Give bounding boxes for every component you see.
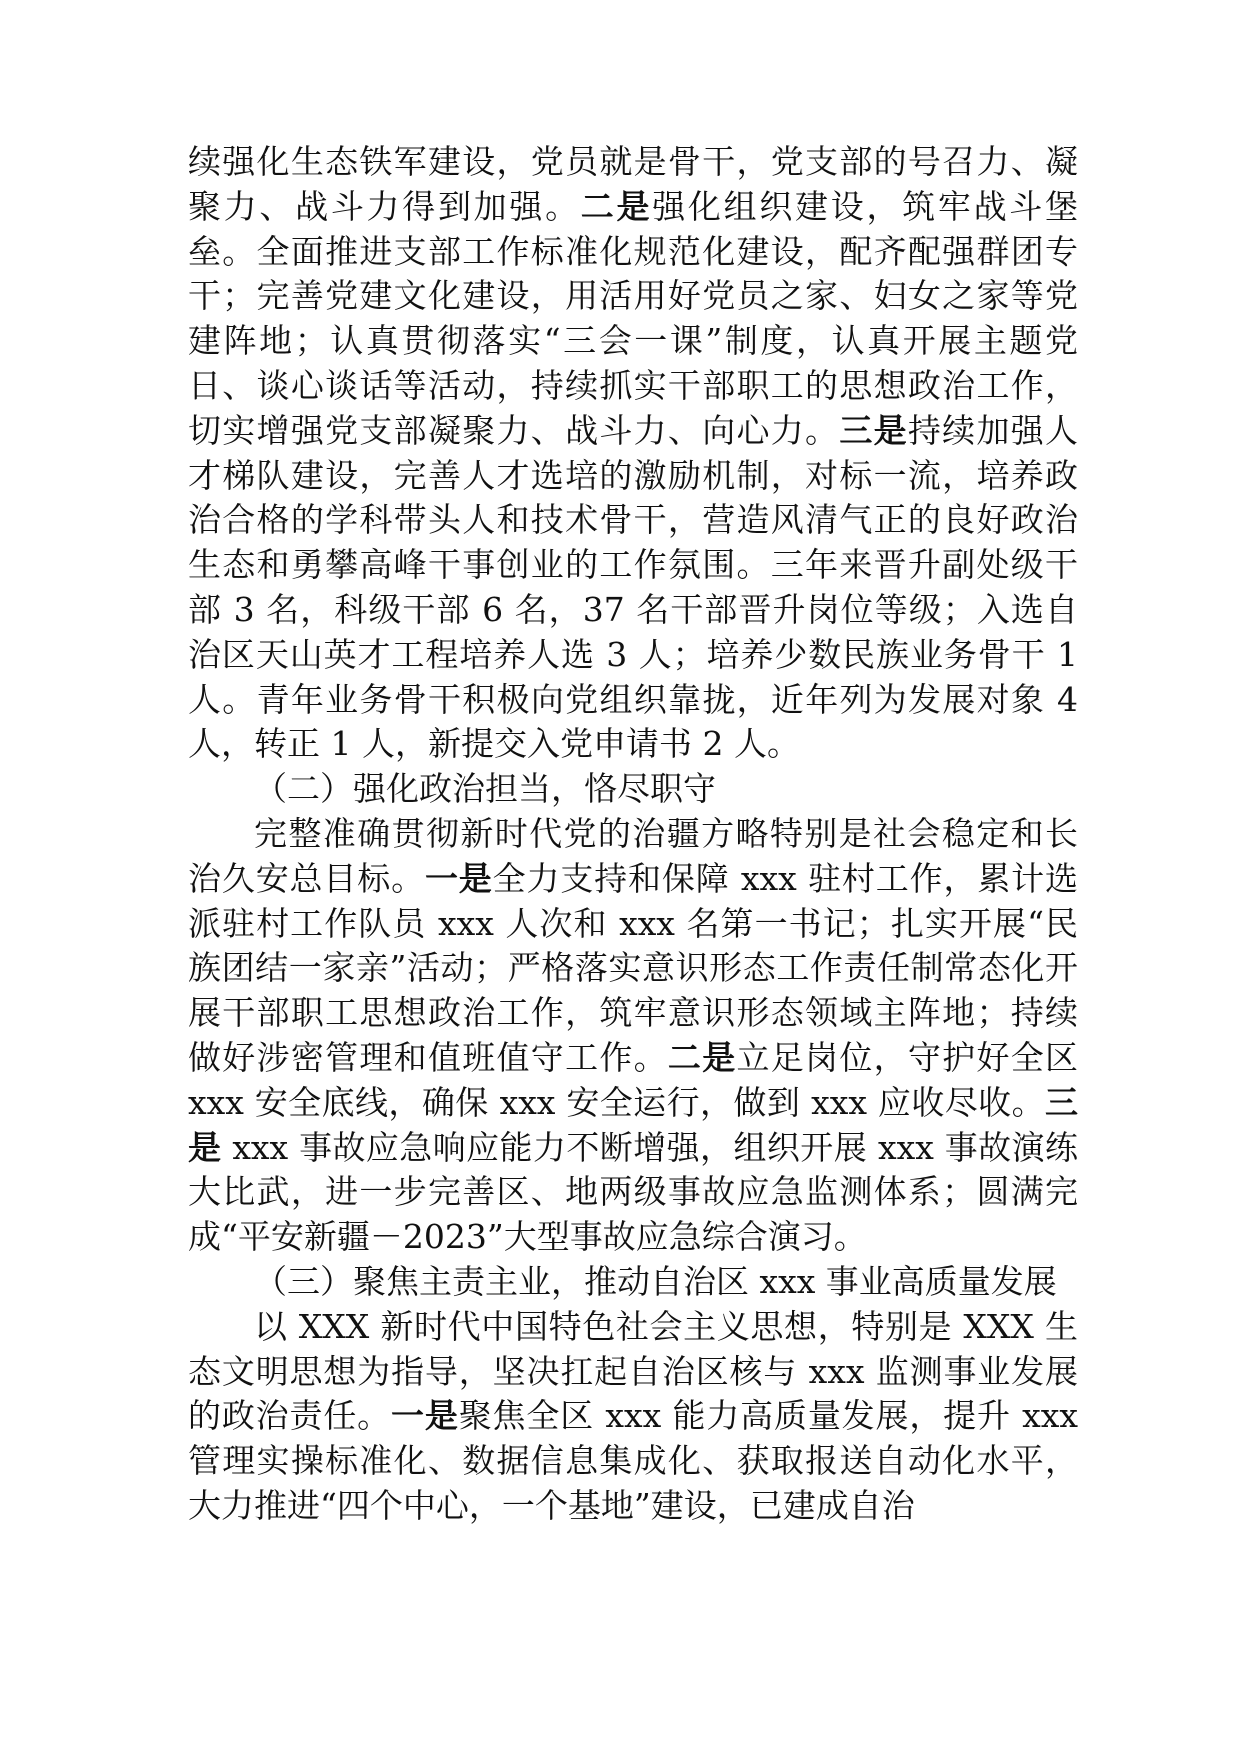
paragraph-text: 完整准确贯彻新时代党的治疆方略特别是社会稳定和长治久安总目标。 bbox=[188, 813, 1078, 898]
paragraph-political-responsibility bbox=[188, 812, 1078, 1260]
bold-marker-one: 一是 bbox=[391, 1396, 459, 1436]
paragraph-text: 续强化生态铁军建设，党员就是骨干，党支部的号召力、凝聚力、战斗力得到加强。 bbox=[188, 142, 1078, 226]
paragraph-text: 持续加强人才梯队建设，完善人才选培的激励机制，对标一流，培养政治合格的学科带头人和技术骨干，营造风清气正的良好政治生态和勇攀高峰干事创业的工作氛围。三年来晋升副处级干部 3 名，科级干部 6 名，37 名干部晋升岗位等级；入选自治区天山英才工程培养人选 3 人；培养少数民族业务骨干 1 人。青年业务骨干积极向党组织靠拢，近年列为发展对象 4 人，转正 1 人，新提交入党申请书 2 人。 bbox=[188, 410, 1079, 764]
section-heading-3: （三）聚焦主责主业，推动自治区 xxx 事业高质量发展 bbox=[254, 1261, 1057, 1301]
section-heading-2: （二）强化政治担当，恪尽职守 bbox=[254, 769, 716, 809]
paragraph-text: 聚焦全区 xxx 能力高质量发展，提升 xxx 管理实操标准化、数据信息集成化、获取报送自动化水平，大力推进“四个中心，一个基地”建设，已建成自治 bbox=[188, 1396, 1079, 1525]
bold-marker-three: 三是 bbox=[839, 410, 908, 450]
bold-marker-three: 三是 bbox=[188, 1082, 1078, 1167]
paragraph-party-building bbox=[188, 140, 1078, 767]
paragraph-text: 以 XXX 新时代中国特色社会主义思想，特别是 XXX 生态文明思想为指导，坚决扛起自治区核与 xxx 监测事业发展的政治责任。 bbox=[188, 1306, 1078, 1436]
bold-marker-two: 二是 bbox=[580, 186, 653, 226]
bold-marker-two: 二是 bbox=[667, 1037, 737, 1077]
document-body bbox=[188, 140, 1078, 1529]
bold-marker-one: 一是 bbox=[424, 858, 493, 898]
paragraph-main-business bbox=[188, 1305, 1078, 1529]
paragraph-text: xxx 事故应急响应能力不断增强，组织开展 xxx 事故演练大比武，进一步完善区、地两级事故应急监测体系；圆满完成“平安新疆－2023”大型事故应急综合演习。 bbox=[188, 1127, 1079, 1257]
paragraph-text: 全力支持和保障 xxx 驻村工作，累计选派驻村工作队员 xxx 人次和 xxx 名第一书记；扎实开展“民族团结一家亲”活动；严格落实意识形态工作责任制常态化开展干部职工思想政治工作，筑牢意识形态领域主阵地；持续做好涉密管理和值班值守工作。 bbox=[188, 858, 1079, 1077]
paragraph-text: 强化组织建设，筑牢战斗堡垒。全面推进支部工作标准化规范化建设，配齐配强群团专干；完善党建文化建设，用活用好党员之家、妇女之家等党建阵地；认真贯彻落实“三会一课”制度，认真开展主题党日、谈心谈话等活动，持续抓实干部职工的思想政治工作，切实增强党支部凝聚力、战斗力、向心力。 bbox=[188, 186, 1079, 450]
paragraph-text: 立足岗位，守护好全区 xxx 安全底线，确保 xxx 安全运行，做到 xxx 应收尽收。 bbox=[188, 1037, 1079, 1122]
